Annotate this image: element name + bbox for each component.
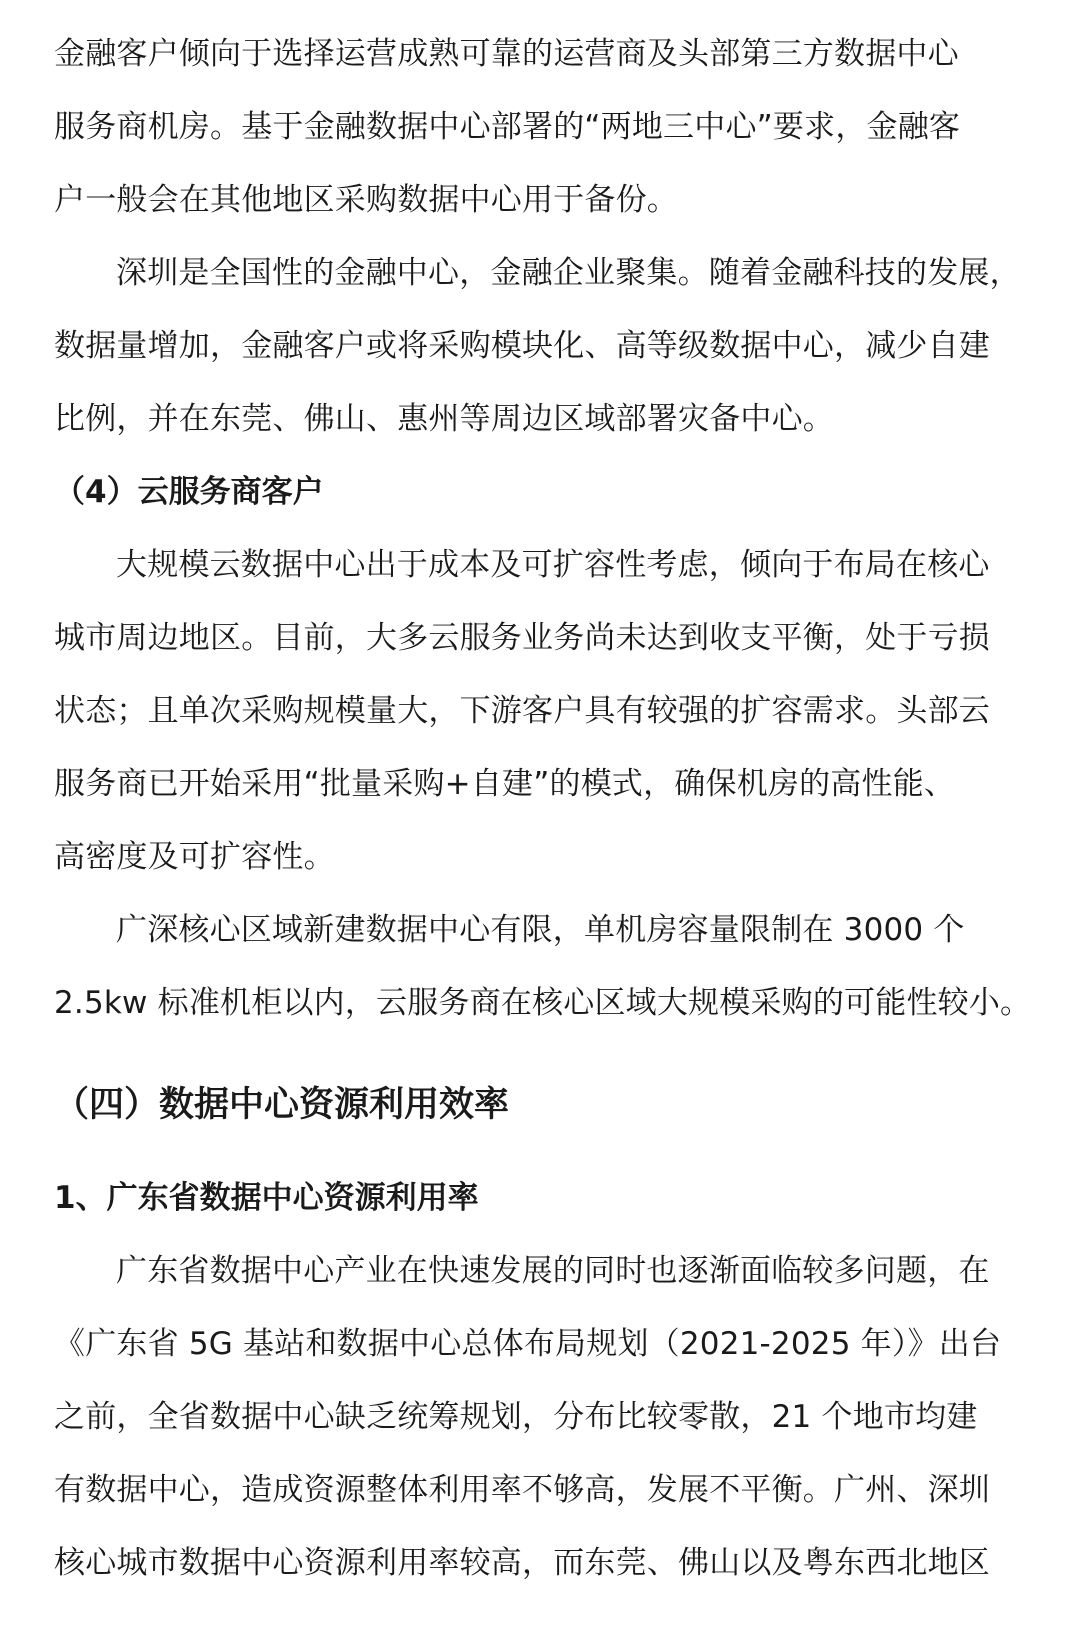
subheading-cloud-customers: （4）云服务商客户 bbox=[54, 474, 324, 510]
paragraph-core-area-limits bbox=[54, 894, 1040, 1040]
text-line: 比例，并在东莞、佛山、惠州等周边区域部署灾备中心。 bbox=[54, 401, 834, 437]
text-line: 广东省数据中心产业在快速发展的同时也逐渐面临较多问题，在 bbox=[116, 1253, 990, 1289]
text-line: 户一般会在其他地区采购数据中心用于备份。 bbox=[54, 182, 678, 218]
paragraph-cloud-datacenters bbox=[54, 529, 1040, 894]
text-line: 2.5kw 标准机柜以内，云服务商在核心区域大规模采购的可能性较小。 bbox=[54, 985, 1032, 1021]
text-line: 核心城市数据中心资源利用率较高，而东莞、佛山以及粤东西北地区 bbox=[54, 1545, 990, 1581]
text-line: 数据量增加，金融客户或将采购模块化、高等级数据中心，减少自建 bbox=[54, 328, 990, 364]
text-line: 广深核心区域新建数据中心有限，单机房容量限制在 3000 个 bbox=[116, 912, 965, 948]
text-line: 服务商已开始采用“批量采购+自建”的模式，确保机房的高性能、 bbox=[54, 766, 956, 802]
text-line: 金融客户倾向于选择运营成熟可靠的运营商及头部第三方数据中心 bbox=[54, 36, 959, 72]
paragraph-financial-customers bbox=[54, 18, 1040, 237]
text-line: 高密度及可扩容性。 bbox=[54, 839, 335, 875]
text-line: 城市周边地区。目前，大多云服务业务尚未达到收支平衡，处于亏损 bbox=[54, 620, 990, 656]
paragraph-shenzhen bbox=[54, 237, 1040, 456]
text-line: 大规模云数据中心出于成本及可扩容性考虑，倾向于布局在核心 bbox=[116, 547, 990, 583]
text-line: 《广东省 5G 基站和数据中心总体布局规划（2021-2025 年）》出台 bbox=[54, 1326, 1002, 1362]
text-line: 有数据中心，造成资源整体利用率不够高，发展不平衡。广州、深圳 bbox=[54, 1472, 990, 1508]
section-heading-resource-efficiency: （四）数据中心资源利用效率 bbox=[54, 1085, 510, 1125]
text-line: 深圳是全国性的金融中心，金融企业聚集。随着金融科技的发展， bbox=[116, 255, 1021, 291]
item-heading-guangdong-utilization: 1、广东省数据中心资源利用率 bbox=[54, 1180, 479, 1216]
text-line: 之前，全省数据中心缺乏统筹规划，分布比较零散，21 个地市均建 bbox=[54, 1399, 978, 1435]
text-line: 服务商机房。基于金融数据中心部署的“两地三中心”要求，金融客 bbox=[54, 109, 961, 145]
text-line: 状态；且单次采购规模量大，下游客户具有较强的扩容需求。头部云 bbox=[54, 693, 990, 729]
paragraph-guangdong-problems bbox=[54, 1235, 1040, 1600]
